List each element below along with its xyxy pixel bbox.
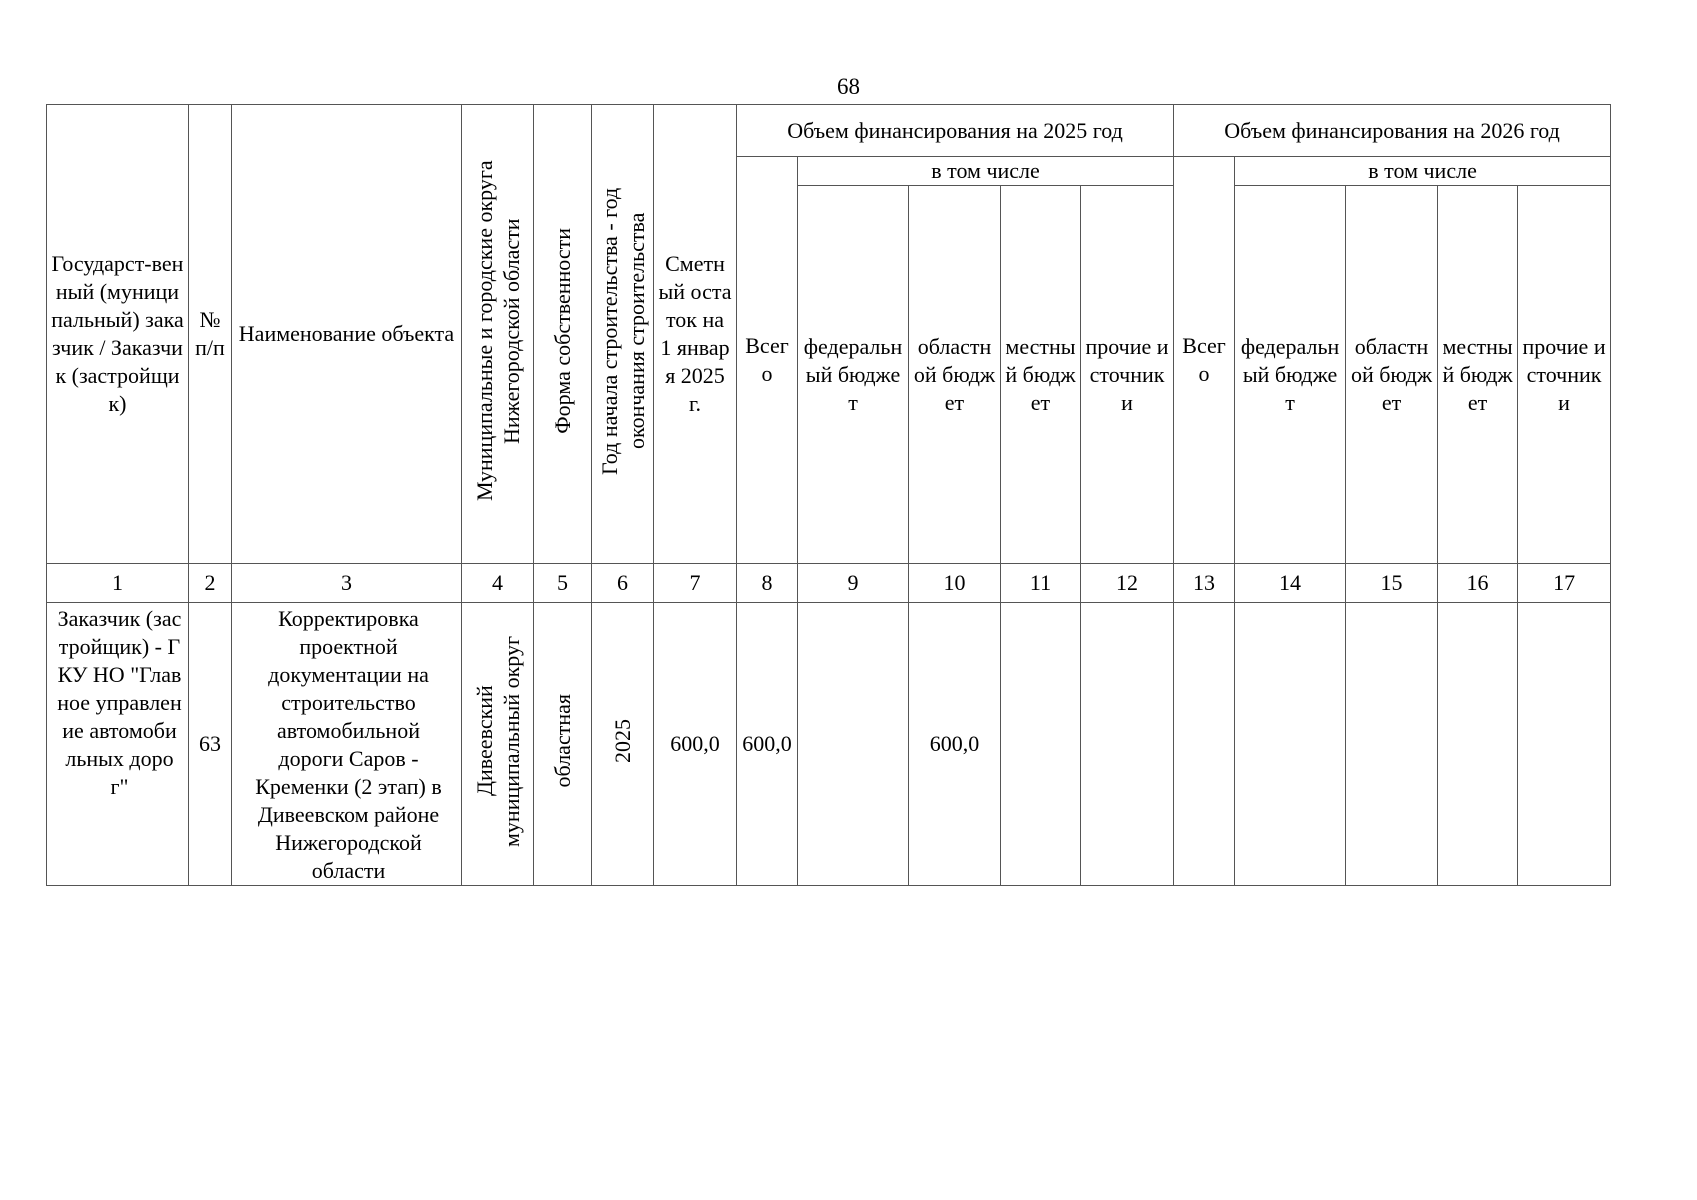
row-object-name: Корректировка проектной документации на строительство автомобильной дороги Саров - Кременки (2 этап) в Дивеевском районе Нижегородской области [232, 603, 462, 886]
header-including-2026: в том числе [1235, 157, 1611, 186]
row-federal-2026 [1235, 603, 1346, 886]
column-numbers-row [47, 564, 1611, 603]
financing-table [46, 104, 1611, 886]
header-customer: Государст-венный (муниципальный) заказчик / Заказчик (застройщик) [47, 105, 189, 564]
row-local-2026 [1438, 603, 1518, 886]
row-federal-2025 [798, 603, 909, 886]
column-number: 6 [592, 564, 654, 603]
row-customer: Заказчик (застройщик) - ГКУ НО "Главное управление автомобильных дорог" [47, 603, 189, 886]
page-number: 68 [837, 74, 860, 99]
header-regional-2025: областной бюджет [909, 186, 1001, 564]
header-ownership-form: Форма собственности [534, 105, 592, 564]
row-district: Дивеевский муниципальный округ [462, 603, 534, 886]
header-funding-2026: Объем финансирования на 2026 год [1174, 105, 1611, 157]
header-object-name: Наименование объекта [232, 105, 462, 564]
header-total-2026: Всего [1174, 157, 1235, 564]
column-number: 16 [1438, 564, 1518, 603]
row-local-2025 [1001, 603, 1081, 886]
column-number: 5 [534, 564, 592, 603]
row-estimated-balance: 600,0 [654, 603, 737, 886]
row-regional-2026 [1346, 603, 1438, 886]
row-total-2025: 600,0 [737, 603, 798, 886]
column-number: 14 [1235, 564, 1346, 603]
column-number: 13 [1174, 564, 1235, 603]
column-number: 17 [1518, 564, 1611, 603]
header-local-2026: местный бюджет [1438, 186, 1518, 564]
header-funding-2025: Объем финансирования на 2025 год [737, 105, 1174, 157]
header-municipal-district: Муниципальные и городские округа Нижегородской области [462, 105, 534, 564]
column-number: 15 [1346, 564, 1438, 603]
table-row [47, 603, 1611, 886]
column-number: 8 [737, 564, 798, 603]
row-years: 2025 [592, 603, 654, 886]
column-number: 9 [798, 564, 909, 603]
column-number: 11 [1001, 564, 1081, 603]
column-number: 7 [654, 564, 737, 603]
header-construction-years: Год начала строительства - год окончания строительства [592, 105, 654, 564]
header-federal-2026: федеральный бюджет [1235, 186, 1346, 564]
row-number: 63 [189, 603, 232, 886]
header-including-2025: в том числе [798, 157, 1174, 186]
column-number: 3 [232, 564, 462, 603]
row-ownership: областная [534, 603, 592, 886]
column-number: 12 [1081, 564, 1174, 603]
header-federal-2025: федеральный бюджет [798, 186, 909, 564]
column-number: 1 [47, 564, 189, 603]
column-number: 2 [189, 564, 232, 603]
header-other-2025: прочие источники [1081, 186, 1174, 564]
column-number: 10 [909, 564, 1001, 603]
header-estimated-balance: Сметный остаток на 1 января 2025 г. [654, 105, 737, 564]
header-total-2025: Всего [737, 157, 798, 564]
header-number: № п/п [189, 105, 232, 564]
header-regional-2026: областной бюджет [1346, 186, 1438, 564]
row-other-2025 [1081, 603, 1174, 886]
header-other-2026: прочие источники [1518, 186, 1611, 564]
header-local-2025: местный бюджет [1001, 186, 1081, 564]
row-regional-2025: 600,0 [909, 603, 1001, 886]
column-number: 4 [462, 564, 534, 603]
row-other-2026 [1518, 603, 1611, 886]
row-total-2026 [1174, 603, 1235, 886]
